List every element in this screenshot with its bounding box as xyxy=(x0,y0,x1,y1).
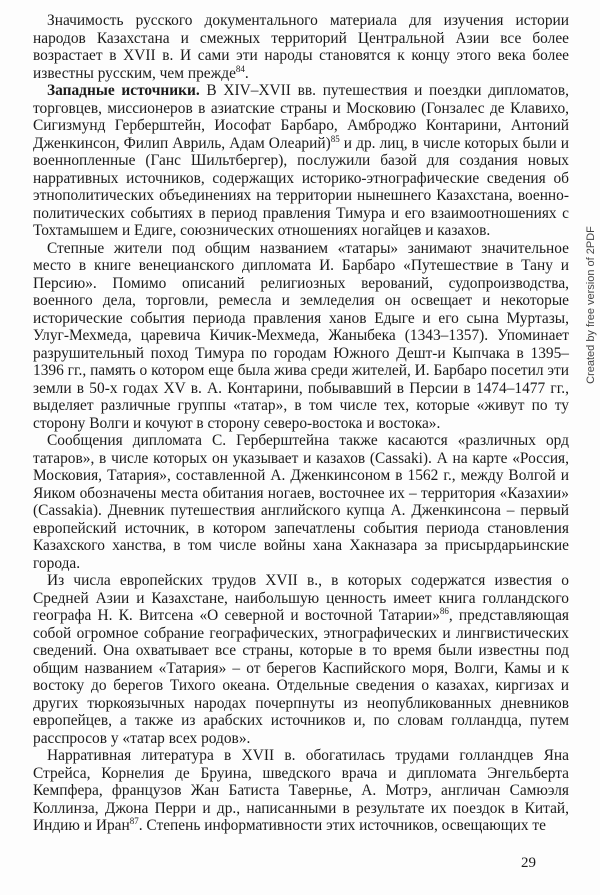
paragraph-5-end: , представляющая собой огромное собрание географических, этнографических и лингвистических сведений. Она охватывает все страны, которые в то время были известны под общим названием «Татария» – от берегов Каспийского моря, Волги, Камы и к востоку до берегов Тихого океана. Отдельные сведения о казахах, киргизах и других тюркоязычных народах почерпнуты из неопубликованных дневников европейцев, а также из арабских источников и, по словам голландца, путем расспросов у «татар всех родов». xyxy=(33,607,569,747)
paragraph-4-text: Сообщения дипломата С. Герберштейна также касаются «различных орд татаров», в числе которых он указывает и казахов (Cassaki). А на карте «Россия, Московия, Татария», составленной А. Дженкинсоном в 1562 г., между Волгой и Яиком обозначены места обитания ногаев, восточнее их – территория «Казахии» (Cassakia). Дневник путешествия английского купца А. Дженкинсона – первый европейский источник, в котором запечатлены события периода становления Казахского ханства, в том числе войны хана Хакназара за присырдарьинские города. xyxy=(33,432,569,572)
page-number: 29 xyxy=(521,855,536,871)
footnote-ref-85: 85 xyxy=(330,133,340,144)
section-heading-western-sources: Западные источники. xyxy=(47,82,200,99)
paragraph-2-text: В XIV–XVII вв. путешествия и поездки дипломатов, торговцев, миссионеров в азиатские страны и Московию (Гонзалес де Клавихо, Сигизмунд Герберштейн, Иософат Барбаро, Амброджо Контарини, Антоний Дженкинсон, Филип Авриль, Адам Олеарий) xyxy=(33,82,569,152)
paragraph-4 xyxy=(33,432,569,572)
paragraph-3-text: Степные жители под общим названием «татары» занимают значительное место в книге венецианского дипломата И. Барбаро «Путешествие в Тану и Персию». Помимо описаний религиозных верований, судопроизводства, военного дела, торговли, ремесла и земледелия он освещает и некоторые исторические события периода правления ханов Едыге и его сына Муртазы, Улуг-Мехмеда, царевича Кичик-Мехмеда, Жаныбека (1343–1357). Упоминает разрушительный поход Тимура по городам Южного Дешт-и Кыпчака в 1395–1396 гг., память о котором еще была жива среди жителей, И. Барбаро посетил эти земли в 50-х годах XV в. А. Контарини, побывавший в Персии в 1474–1477 гг., выделяет различные группы «татар», в том числе тех, которые «живут по ту сторону Волги и кочуют в сторону северо-востока и востока». xyxy=(33,239,569,432)
body-text xyxy=(33,12,569,835)
paragraph-1-end: . xyxy=(244,64,249,82)
paragraph-6 xyxy=(33,747,569,835)
watermark-text: Created by free version of 2PDF xyxy=(585,226,597,384)
paragraph-3 xyxy=(33,240,569,433)
paragraph-1 xyxy=(33,12,569,82)
watermark-side-note xyxy=(583,190,599,420)
paragraph-5 xyxy=(33,572,569,747)
footnote-ref-86: 86 xyxy=(439,605,449,616)
paragraph-2-end: и др. лиц, в числе которых были и военнопленные (Ганс Шильтбергер), послужили базой для создания новых нарративных источников, содержащих историко-этнографические сведения об этнополитических объединениях на территории нынешнего Казахстана, военно-политических событиях в период правления Тимура и его взаимоотношениях с Тохтамышем и Едиге, союзнических отношениях ногайцев и казахов. xyxy=(33,134,569,239)
footnote-ref-84: 84 xyxy=(235,63,245,74)
paragraph-6-end: . Степень информативности этих источников, освещающих те xyxy=(138,817,546,834)
paragraph-6-text: Нарративная литература в XVII в. обогатилась трудами голландцев Яна Стрейса, Корнелия де Бруина, шведского врача и дипломата Энгельберта Кемпфера, французов Жан Батиста Тавернье, А. Мотрэ, англичан Самюэля Коллинза, Джона Перри и др., написанными в результате их поездок в Китай, Индию и Иран xyxy=(33,747,569,834)
paragraph-5-text: Из числа европейских трудов XVII в., в которых содержатся известия о Средней Азии и Казахстане, наибольшую ценность имеет книга голландского географа Н. К. Витсена «О северной и восточной Татарии» xyxy=(33,572,569,624)
paragraph-2 xyxy=(33,82,569,240)
footnote-ref-87: 87 xyxy=(129,815,139,826)
paragraph-1-text: Значимость русского документального материала для изучения истории народов Казахстана и смежных территорий Центральной Азии все более возрастает в XVII в. И сами эти народы становятся к концу этого века более известны русским, чем прежде xyxy=(33,12,569,82)
